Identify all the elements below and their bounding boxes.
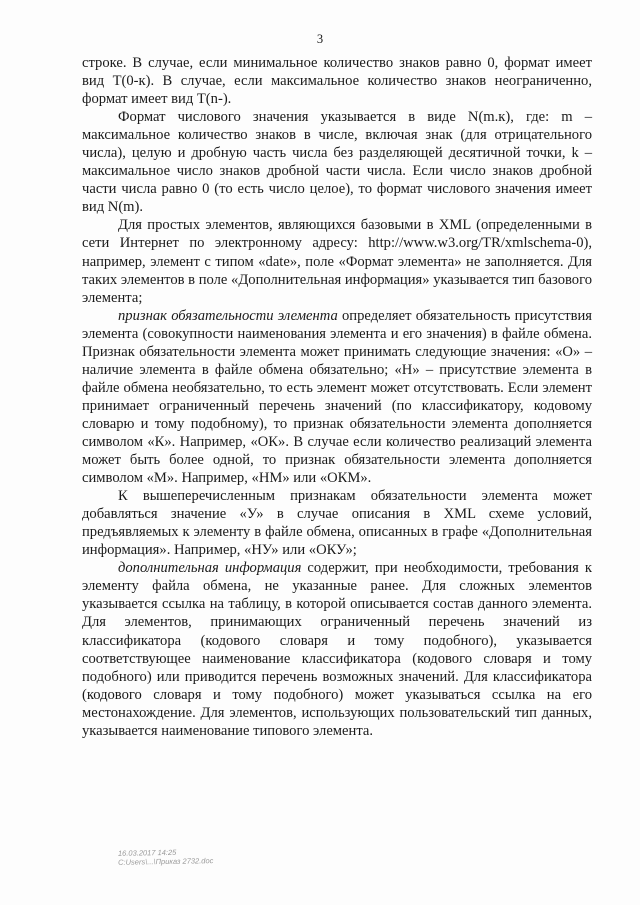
paragraph-4 bbox=[82, 307, 592, 487]
paragraph-3 bbox=[82, 216, 592, 306]
paragraph-4-italic-lead: признак обязательности элемента bbox=[118, 307, 338, 324]
stamp-date: 16.03.2017 14:25 bbox=[117, 847, 177, 858]
document-body bbox=[82, 54, 592, 740]
paragraph-4-text: определяет обязательность присутствия элемента (совокупности наименования элемента и его значения) в файле обмена. Признак обязательности элемента может принимать следующие значения: «О» – наличие элемента в файле обмена обязательно; «Н» – присутствие элемента в файле обмена необязательно, то есть элемент может отсутствовать. Если элемент принимает ограниченный перечень значений (по классификатору, кодовому словарю и тому подобному), то признак обязательности элемента дополняется символом «К». Например, «ОК». В случае если количество реализаций элемента может быть более одной, то признак обязательности элемента дополняется символом «М». Например, «НМ» или «ОКМ». bbox=[82, 307, 592, 487]
paragraph-6-text: содержит, при необходимости, требования к элементу файла обмена, не указанные ранее. Для сложных элементов указывается ссылка на таблицу, в которой описывается состав данного элемента. Для элементов, принимающих ограниченный перечень значений из классификатора (кодового словаря и тому подобного), указывается соответствующее наименование классификатора (кодового словаря и тому подобного) или приводится перечень возможных значений. Для классификатора (кодового словаря и тому подобного) может указываться ссылка на его местонахождение. Для элементов, использующих пользовательский тип данных, указывается наименование типового элемента. bbox=[82, 560, 593, 739]
paragraph-1 bbox=[82, 54, 592, 108]
file-path-stamp bbox=[118, 847, 214, 867]
paragraph-1-text: строке. В случае, если минимальное количество знаков равно 0, формат имеет вид T(0-к). В случае, если максимальное количество знаков неограниченно, формат имеет вид T(n-). bbox=[82, 55, 592, 108]
paragraph-3-text: Для простых элементов, являющихся базовыми в XML (определенными в сети Интернет по электронному адресу: http://www.w3.org/TR/xmlschema-0), например, элемент с типом «date», поле «Формат элемента» не заполняется. Для таких элементов в поле «Дополнительная информация» указывается тип базового элемента; bbox=[82, 217, 592, 306]
page-number: 3 bbox=[316, 32, 324, 46]
paragraph-2 bbox=[82, 108, 592, 216]
paragraph-2-text: Формат числового значения указывается в виде N(m.к), где: m – максимальное количество знаков в числе, включая знак (для отрицательного числа), целую и дробную часть числа без разделяющей десятичной точки, k – максимальное число знаков дробной части числа. Если число знаков дробной части числа равно 0 (то есть число целое), то формат числового значения имеет вид N(m). bbox=[82, 109, 592, 216]
paragraph-6-italic-lead: дополнительная информация bbox=[118, 560, 302, 577]
stamp-path: С:Users\...\Приказ 2732.doc bbox=[118, 856, 214, 867]
paragraph-5-text: К вышеперечисленным признакам обязательности элемента может добавляться значение «У» в случае описания в XML схеме условий, предъявляемых к элементу в файле обмена, описанных в графе «Дополнительная информация». Например, «НУ» или «ОКУ»; bbox=[82, 488, 592, 559]
paragraph-5 bbox=[82, 487, 592, 559]
paragraph-6 bbox=[82, 559, 592, 739]
